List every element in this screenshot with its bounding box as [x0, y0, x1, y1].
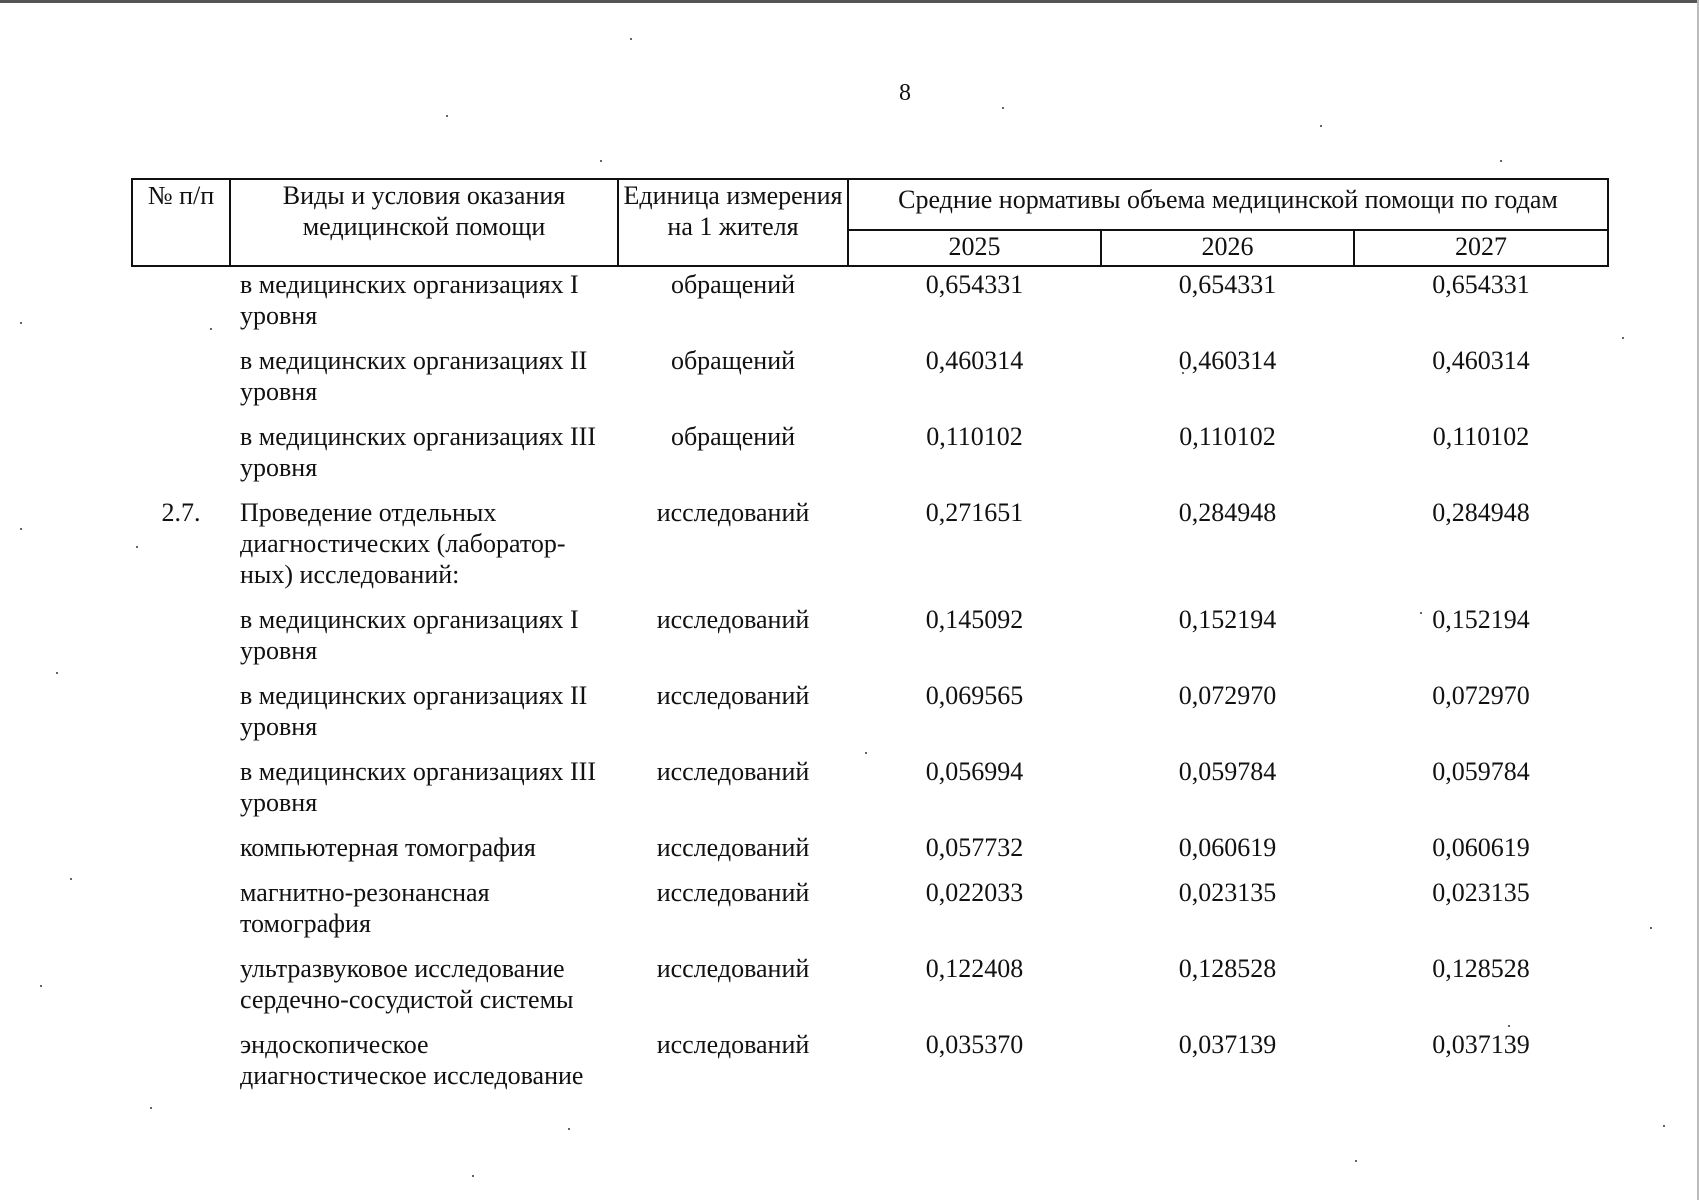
- row-num: [132, 756, 230, 832]
- row-value-2025: 0,022033: [925, 878, 1024, 907]
- row-value-2026: 0,128528: [1178, 954, 1277, 983]
- row-name: в медицинских организациях III уровня: [240, 757, 597, 817]
- page-number: 8: [899, 80, 911, 106]
- row-value-2025: 0,069565: [925, 681, 1024, 710]
- table-row: [132, 756, 1608, 832]
- row-name: в медицинских организациях II уровня: [240, 346, 588, 406]
- row-unit: исследований: [656, 954, 810, 983]
- table-row: [132, 1029, 1608, 1105]
- row-value-2027: 0,037139: [1432, 1030, 1530, 1059]
- row-num: 2.7.: [161, 498, 201, 527]
- row-value-2025: 0,035370: [925, 1030, 1024, 1059]
- table-row: [132, 877, 1608, 953]
- row-value-2026: 0,152194: [1178, 605, 1277, 634]
- row-unit: исследований: [656, 833, 810, 862]
- scan-speck: [20, 322, 22, 324]
- header-type: Виды и условия оказания медицинской помощи: [230, 179, 618, 266]
- table-row: [132, 266, 1608, 345]
- scan-speck: [70, 878, 72, 880]
- header-unit: Единица измерения на 1 жителя: [618, 179, 848, 266]
- table-row: [132, 680, 1608, 756]
- scan-speck: [1663, 1125, 1665, 1127]
- scan-speck: [630, 38, 632, 40]
- scan-speck: [20, 528, 22, 530]
- row-name: в медицинских организациях I уровня: [240, 605, 579, 665]
- row-value-2025: 0,654331: [925, 270, 1024, 299]
- scan-speck: [1650, 927, 1652, 929]
- row-num: [132, 421, 230, 497]
- row-value-2027: 0,023135: [1432, 878, 1530, 907]
- row-name: Проведение отдельных диагностических (лаборатор-ных) исследований:: [240, 498, 566, 589]
- volume-norms-table: [131, 178, 1609, 1105]
- row-num: [132, 266, 230, 345]
- table-row: [132, 953, 1608, 1029]
- scan-speck: [600, 160, 602, 162]
- scan-edge-top: [0, 0, 1699, 3]
- row-value-2027: 0,152194: [1432, 605, 1530, 634]
- row-value-2026: 0,460314: [1178, 346, 1277, 375]
- scan-speck: [1355, 1160, 1357, 1162]
- row-value-2026: 0,654331: [1178, 270, 1277, 299]
- row-value-2025: 0,271651: [925, 498, 1024, 527]
- row-name: ультразвуковое исследование сердечно-сосудистой системы: [240, 954, 574, 1014]
- row-value-2025: 0,122408: [925, 954, 1024, 983]
- row-num: [132, 877, 230, 953]
- row-value-2026: 0,037139: [1178, 1030, 1277, 1059]
- row-value-2026: 0,023135: [1178, 878, 1277, 907]
- row-value-2027: 0,072970: [1432, 681, 1530, 710]
- row-name: компьютерная томография: [240, 833, 536, 862]
- row-num: [132, 604, 230, 680]
- row-value-2025: 0,460314: [925, 346, 1024, 375]
- row-value-2027: 0,284948: [1432, 498, 1530, 527]
- row-unit: обращений: [670, 422, 796, 451]
- row-value-2026: 0,072970: [1178, 681, 1277, 710]
- row-num: [132, 832, 230, 877]
- scan-speck: [1622, 337, 1624, 339]
- table-row: [132, 345, 1608, 421]
- row-value-2027: 0,128528: [1432, 954, 1530, 983]
- row-num: [132, 345, 230, 421]
- row-value-2026: 0,060619: [1178, 833, 1277, 862]
- scan-speck: [1320, 125, 1322, 127]
- row-name: магнитно-резонансная томография: [240, 878, 490, 938]
- header-year-2025: 2025: [848, 230, 1101, 266]
- scan-speck: [568, 1128, 570, 1130]
- row-value-2026: 0,284948: [1178, 498, 1277, 527]
- row-num: [132, 953, 230, 1029]
- row-num: [132, 680, 230, 756]
- row-unit: обращений: [670, 346, 796, 375]
- scan-speck: [40, 985, 42, 987]
- row-value-2025: 0,110102: [926, 422, 1023, 451]
- row-name: в медицинских организациях I уровня: [240, 270, 579, 330]
- header-row-main: [132, 179, 1608, 230]
- row-unit: исследований: [656, 605, 810, 634]
- row-value-2026: 0,059784: [1178, 757, 1277, 786]
- scan-speck: [1500, 160, 1502, 162]
- row-value-2027: 0,059784: [1432, 757, 1530, 786]
- table-body: [132, 266, 1608, 1105]
- row-unit: исследований: [656, 757, 810, 786]
- row-value-2025: 0,057732: [925, 833, 1024, 862]
- row-value-2027: 0,460314: [1432, 346, 1530, 375]
- scan-speck: [150, 1107, 152, 1109]
- header-num: № п/п: [132, 179, 230, 266]
- row-value-2026: 0,110102: [1179, 422, 1276, 451]
- table-row: [132, 832, 1608, 877]
- row-name: в медицинских организациях II уровня: [240, 681, 588, 741]
- header-year-2027: 2027: [1354, 230, 1608, 266]
- row-unit: исследований: [656, 681, 810, 710]
- row-value-2027: 0,060619: [1432, 833, 1530, 862]
- row-unit: исследований: [656, 498, 810, 527]
- header-group: Средние нормативы объема медицинской помощи по годам: [848, 179, 1608, 230]
- table-row: [132, 604, 1608, 680]
- table-row: [132, 497, 1608, 604]
- row-value-2027: 0,654331: [1432, 270, 1530, 299]
- table-row: [132, 421, 1608, 497]
- row-unit: обращений: [670, 270, 796, 299]
- row-value-2027: 0,110102: [1432, 422, 1530, 451]
- scan-speck: [472, 1175, 474, 1177]
- table-header: [132, 179, 1608, 266]
- row-name: эндоскопическое диагностическое исследование: [240, 1030, 584, 1090]
- row-name: в медицинских организациях III уровня: [240, 422, 597, 482]
- row-value-2025: 0,056994: [925, 757, 1024, 786]
- row-num: [132, 1029, 230, 1105]
- row-unit: исследований: [656, 878, 810, 907]
- scan-speck: [56, 672, 58, 674]
- header-year-2026: 2026: [1101, 230, 1354, 266]
- row-unit: исследований: [656, 1030, 810, 1059]
- scan-speck: [1002, 107, 1004, 109]
- row-value-2025: 0,145092: [925, 605, 1024, 634]
- scan-speck: [446, 115, 448, 117]
